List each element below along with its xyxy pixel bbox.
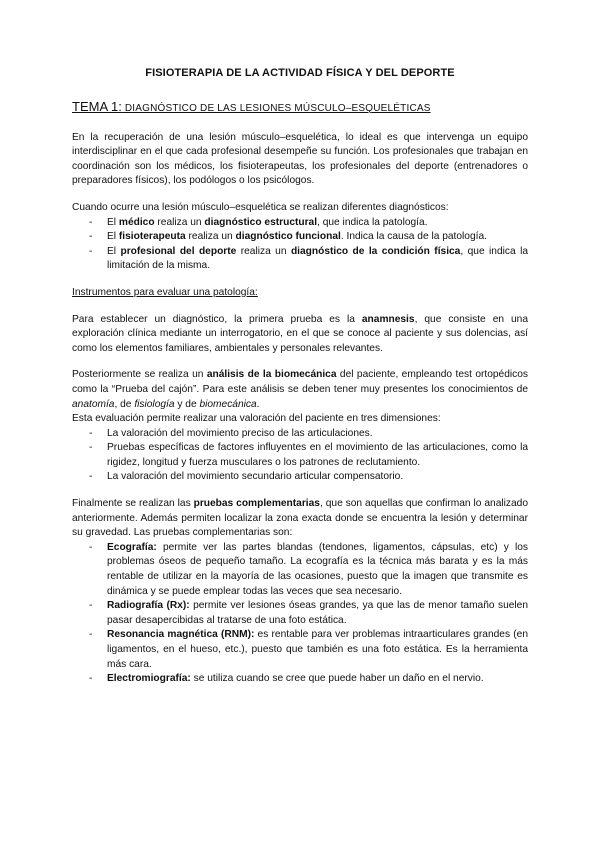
instrumentos-heading: Instrumentos para evaluar una patología: bbox=[72, 286, 258, 298]
list-item: - Electromiografía: se utiliza cuando se cree que puede haber un daño en el nervio. bbox=[89, 673, 484, 685]
diagnosticos-list bbox=[72, 216, 528, 274]
document-title: FISIOTERAPIA DE LA ACTIVIDAD FÍSICA Y DEL DEPORTE bbox=[145, 67, 455, 79]
document-page bbox=[72, 66, 528, 687]
diagnosticos-lead: Cuando ocurre una lesión músculo–esquelética se realizan diferentes diagnósticos: bbox=[72, 201, 449, 213]
tema-text: DIAGNÓSTICO DE LAS LESIONES MÚSCULO–ESQUELÉTICAS bbox=[121, 102, 431, 114]
evaluacion-lead: Esta evaluación permite realizar una valoración del paciente en tres dimensiones: bbox=[72, 413, 441, 425]
list-item: - El fisioterapeuta realiza un diagnóstico funcional. Indica la causa de la patología. bbox=[89, 231, 487, 243]
list-item: - El profesional del deporte realiza un diagnóstico de la condición física, que indica la limitación de la misma. bbox=[89, 245, 529, 272]
complementarias-list bbox=[72, 541, 528, 687]
biomecanica-paragraph: Posteriormente se realiza un análisis de la biomecánica del paciente, empleando test ortopédicos como la “Prueba del cajón”. Para este análisis se deben tener muy presentes los conocimientos de anatomía, de fisiología y de biomecánica. bbox=[72, 369, 528, 410]
evaluacion-list bbox=[72, 427, 528, 485]
anamnesis-paragraph: Para establecer un diagnóstico, la primera prueba es la anamnesis, que consiste en una exploración clínica mediante un interrogatorio, en el que se conoce al paciente y sus dolencias, así como los elementos familiares, ambientales y personales relevantes. bbox=[72, 313, 528, 354]
section-heading bbox=[72, 99, 528, 117]
tema-label: TEMA 1: bbox=[72, 98, 122, 114]
complementarias-paragraph: Finalmente se realizan las pruebas complementarias, que son aquellas que confirman lo analizado anteriormente. Además permiten localizar la zona exacta donde se encuentra la lesión y determinar su gravedad. Las pruebas complementarias son: bbox=[72, 498, 528, 539]
list-item: - Ecografía: permite ver las partes blandas (tendones, ligamentos, cápsulas, etc) y los problemas óseos de pequeño tamaño. La ecografía es la técnica más barata y es la más rentable de utilizar en la mayoría de las ocasiones, puesto que la imagen que transmite es dinámica y se puede emplear todas las veces que sea necesario. bbox=[89, 541, 528, 597]
list-item: - Resonancia magnética (RNM): es rentable para ver problemas intraarticulares grandes (en ligamentos, en el hueso, etc.), puesto que también es una foto estática. Es la herramienta más cara. bbox=[89, 629, 528, 670]
list-item: - La valoración del movimiento secundario articular compensatorio. bbox=[89, 471, 404, 483]
intro-paragraph: En la recuperación de una lesión músculo–esquelética, lo ideal es que intervenga un equipo interdisciplinar en el que cada profesional desempeñe su función. Los profesionales que trabajan en coordinación son los médicos, los fisioterapeutas, los profesionales del deporte (entrenadores o preparadores físicos), los podólogos o los psicólogos. bbox=[72, 131, 528, 187]
list-item: - La valoración del movimiento preciso de las articulaciones. bbox=[89, 427, 373, 439]
list-item: - Pruebas específicas de factores influyentes en el movimiento de las articulaciones, como la rigidez, longitud y fuerza musculares o los patrones de reclutamiento. bbox=[89, 442, 528, 468]
list-item: - Radiografía (Rx): permite ver lesiones óseas grandes, ya que las de menor tamaño suelen pasar desapercibidas al tratarse de una foto estática. bbox=[89, 600, 528, 626]
list-item: - El médico realiza un diagnóstico estructural, que indica la patología. bbox=[89, 216, 428, 228]
